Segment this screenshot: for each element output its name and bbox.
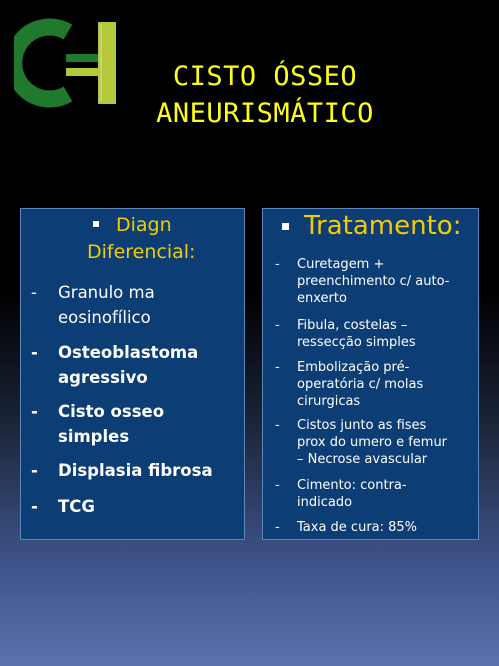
dash-bullet: -	[275, 418, 280, 433]
dash-bullet: -	[275, 520, 280, 535]
item-line2: prox do umero e femur	[297, 435, 448, 450]
dash-bullet: -	[31, 497, 38, 516]
dash-bullet: -	[31, 283, 37, 302]
dash-bullet: -	[275, 257, 280, 272]
dash-bullet: -	[31, 343, 38, 362]
dash-bullet: -	[275, 478, 280, 493]
panel-heading-line2: Diferencial:	[87, 241, 196, 263]
item-line2: preenchimento c/ auto-	[297, 274, 450, 289]
treatment-panel	[262, 208, 479, 540]
item-line1: Fibula, costelas –	[297, 318, 408, 333]
panel-heading-line1: Diagn	[116, 214, 172, 236]
item-line3: enxerto	[297, 291, 347, 306]
dash-bullet: -	[31, 461, 38, 480]
item-line1: Curetagem +	[297, 257, 385, 272]
item-line1: Taxa de cura: 85%	[297, 520, 418, 535]
item-line3: – Necrose avascular	[297, 452, 428, 467]
ci-logo-icon	[14, 18, 124, 108]
item-line2: indicado	[297, 495, 353, 510]
square-bullet-icon	[282, 223, 289, 230]
item-line2: ressecção simples	[297, 335, 416, 350]
slide-title-line2: ANEURISMÁTICO	[156, 98, 374, 129]
item-line1: Cimento: contra-	[297, 478, 407, 493]
item-line2: operatória c/ molas	[297, 377, 424, 392]
item-line1: Granulo ma	[58, 283, 155, 302]
item-line1: Osteoblastoma	[58, 343, 199, 362]
item-line1: Cisto osseo	[58, 402, 165, 421]
item-line1: TCG	[58, 497, 95, 516]
item-line1: Embolização pré-	[297, 360, 410, 375]
slide-title	[120, 58, 410, 132]
item-line2: simples	[58, 427, 130, 446]
dash-bullet: -	[275, 360, 280, 375]
item-line3: cirurgicas	[297, 394, 361, 409]
item-line2: eosinofílico	[58, 308, 151, 327]
panel-heading: Tratamento:	[304, 211, 462, 241]
dash-bullet: -	[275, 318, 280, 333]
square-bullet-icon	[93, 221, 99, 227]
dash-bullet: -	[31, 402, 38, 421]
slide-title-line1: CISTO ÓSSEO	[172, 61, 358, 92]
item-line1: Displasia fibrosa	[58, 461, 213, 480]
differential-diagnosis-panel	[20, 208, 245, 540]
item-line2: agressivo	[58, 368, 148, 387]
item-line1: Cistos junto as fises	[297, 418, 427, 433]
